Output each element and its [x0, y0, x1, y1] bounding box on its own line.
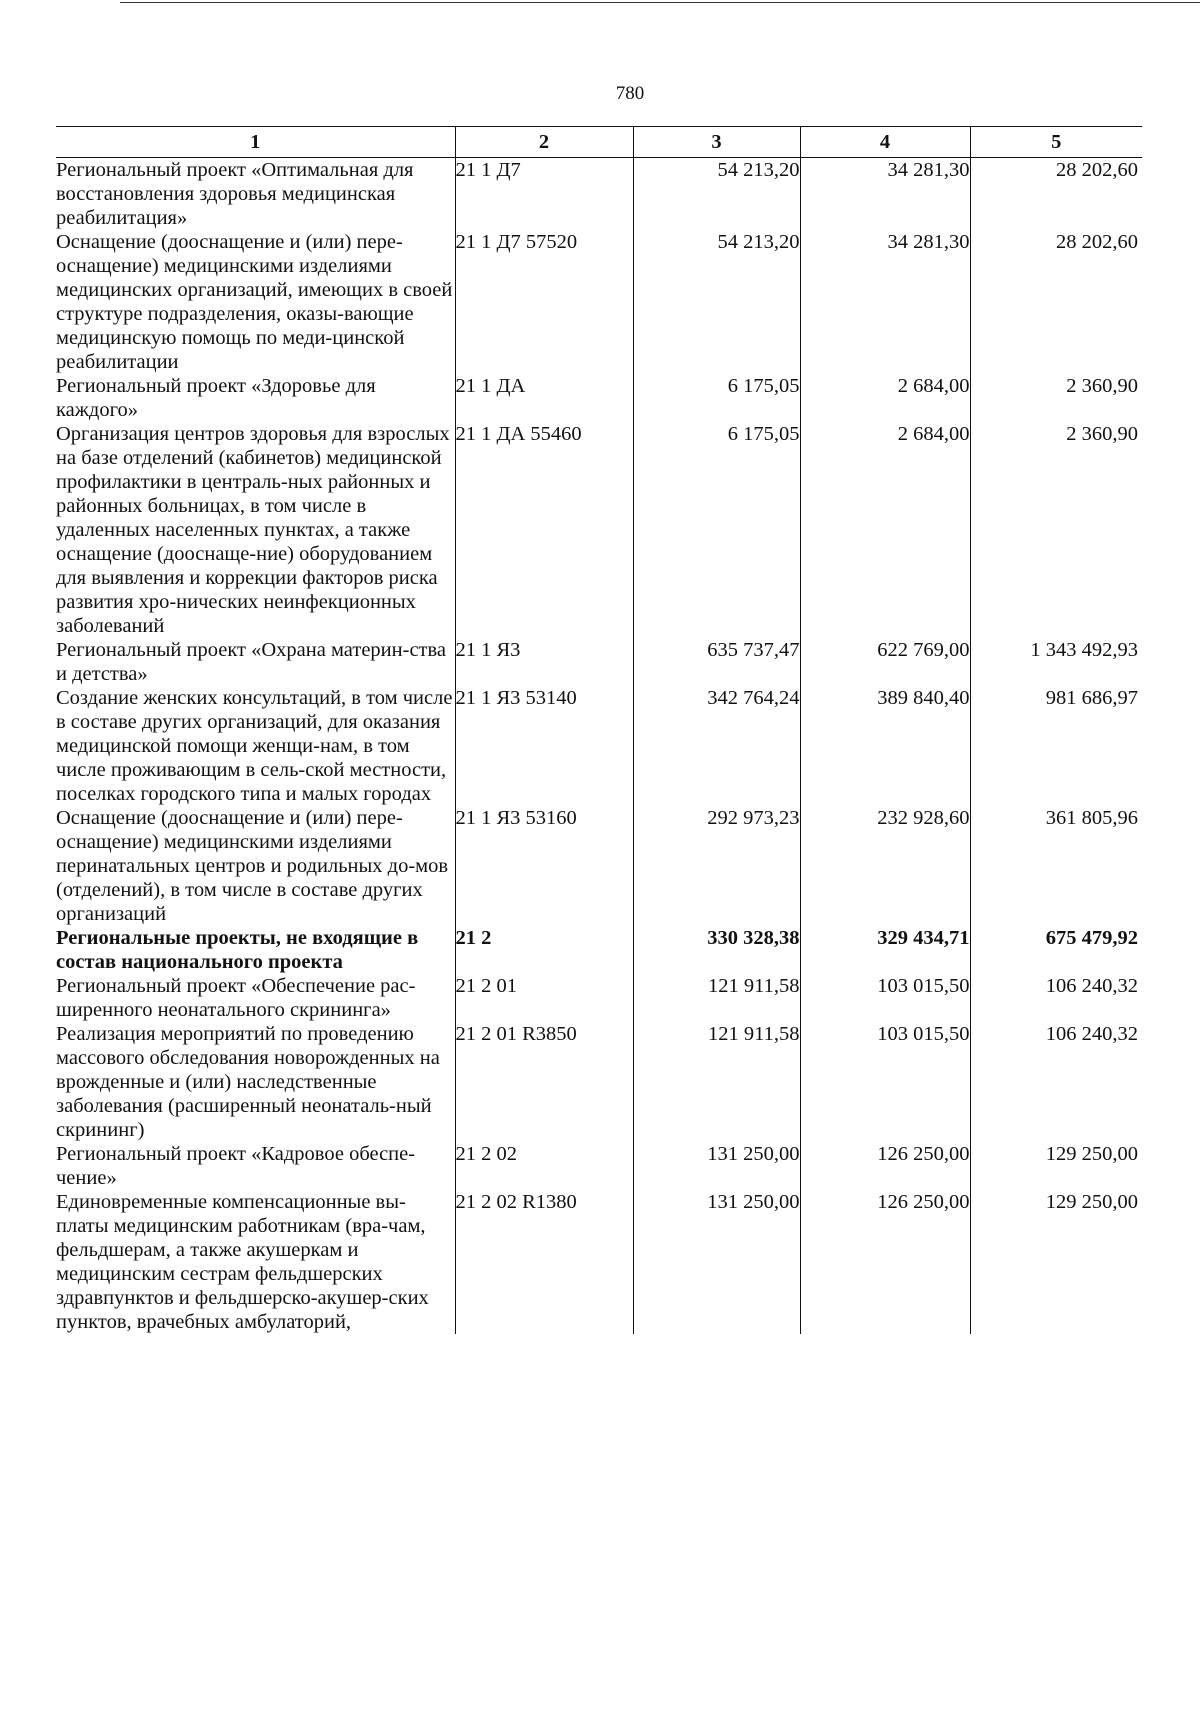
row-value-col3-cell: 6 175,05	[633, 374, 800, 422]
table-header-row	[56, 127, 1142, 158]
row-code-cell: 21 1 Д7 57520	[455, 230, 633, 374]
row-name-cell: Региональный проект «Оптимальная для восстановления здоровья медицинская реабилитация»	[56, 159, 414, 229]
row-value-col5-cell: 28 202,60	[970, 158, 1142, 231]
row-code-cell: 21 2 01 R3850	[455, 1022, 633, 1142]
row-value-col4-cell: 622 769,00	[800, 638, 970, 686]
row-value-col5-cell: 129 250,00	[970, 1190, 1142, 1334]
row-value-col3-cell: 121 911,58	[633, 974, 800, 1022]
row-value-col4-cell: 34 281,30	[800, 158, 970, 231]
row-name-cell: Создание женских консультаций, в том числе в составе других организаций, для оказания медицинской помощи женщи-нам, в том числе проживающим в сель-ской местности, поселках городского типа и малых городах	[56, 687, 453, 805]
row-value-col3-cell: 342 764,24	[633, 686, 800, 806]
row-name-cell: Оснащение (дооснащение и (или) пере-оснащение) медицинскими изделиями медицинских организаций, имеющих в своей структуре подразделения, оказы-вающие медицинскую помощь по меди-цинской реабилитации	[56, 231, 453, 373]
row-value-col3-cell: 6 175,05	[633, 422, 800, 638]
table-row	[56, 1022, 1142, 1142]
table-row	[56, 230, 1142, 374]
table-row	[56, 806, 1142, 926]
table-row	[56, 158, 1142, 231]
row-code-cell: 21 2	[455, 926, 633, 974]
row-name-cell: Оснащение (дооснащение и (или) пере-оснащение) медицинскими изделиями перинатальных центров и родильных до-мов (отделений), в том числе в составе других организаций	[56, 807, 449, 925]
row-name-cell: Региональный проект «Обеспечение рас-ширенного неонатального скрининга»	[56, 975, 416, 1021]
row-value-col3-cell: 121 911,58	[633, 1022, 800, 1142]
row-value-col5-cell: 106 240,32	[970, 1022, 1142, 1142]
table-row	[56, 974, 1142, 1022]
table-row	[56, 638, 1142, 686]
row-value-col5-cell: 106 240,32	[970, 974, 1142, 1022]
row-value-col3-cell: 330 328,38	[633, 926, 800, 974]
column-header-5: 5	[970, 127, 1142, 158]
row-name-cell: Региональные проекты, не входящие в состав национального проекта	[56, 927, 419, 973]
column-header-2: 2	[455, 127, 633, 158]
row-value-col5-cell: 129 250,00	[970, 1142, 1142, 1190]
row-name-cell: Реализация мероприятий по проведению массового обследования новорожденных на врожденные и (или) наследственные заболевания (расширенный неонаталь-ный скрининг)	[56, 1023, 440, 1141]
row-value-col4-cell: 329 434,71	[800, 926, 970, 974]
row-code-cell: 21 1 ДА	[455, 374, 633, 422]
row-value-col5-cell: 28 202,60	[970, 230, 1142, 374]
table-row	[56, 686, 1142, 806]
row-name-cell: Единовременные компенсационные вы-платы медицинским работникам (вра-чам, фельдшерам, а также акушеркам и медицинским сестрам фельдшерских здравпунктов и фельдшерско-акушер-ских пунктов, врачебных амбулаторий,	[56, 1191, 429, 1333]
row-value-col4-cell: 2 684,00	[800, 422, 970, 638]
row-name-cell: Региональный проект «Здоровье для каждого»	[56, 375, 376, 421]
column-header-1: 1	[56, 127, 455, 158]
row-value-col5-cell: 2 360,90	[970, 374, 1142, 422]
row-code-cell: 21 1 Д7	[455, 158, 633, 231]
row-value-col3-cell: 54 213,20	[633, 158, 800, 231]
row-code-cell: 21 1 Я3 53140	[455, 686, 633, 806]
row-code-cell: 21 1 Я3	[455, 638, 633, 686]
row-value-col5-cell: 1 343 492,93	[970, 638, 1142, 686]
row-value-col3-cell: 54 213,20	[633, 230, 800, 374]
row-value-col4-cell: 2 684,00	[800, 374, 970, 422]
row-value-col4-cell: 126 250,00	[800, 1142, 970, 1190]
row-value-col4-cell: 34 281,30	[800, 230, 970, 374]
row-code-cell: 21 2 02	[455, 1142, 633, 1190]
top-edge-rule	[120, 2, 1200, 3]
row-value-col4-cell: 103 015,50	[800, 1022, 970, 1142]
row-value-col3-cell: 131 250,00	[633, 1142, 800, 1190]
row-value-col5-cell: 675 479,92	[970, 926, 1142, 974]
row-name-cell: Организация центров здоровья для взрослых на базе отделений (кабинетов) медицинской профилактики в централь-ных районных и районных больницах, в том числе в удаленных населенных пунктах, а также оснащение (дооснаще-ние) оборудованием для выявления и коррекции факторов риска развития хро-нических неинфекционных заболеваний	[56, 423, 450, 637]
row-value-col5-cell: 981 686,97	[970, 686, 1142, 806]
row-name-cell: Региональный проект «Кадровое обеспе-чение»	[56, 1143, 416, 1189]
row-code-cell: 21 1 ДА 55460	[455, 422, 633, 638]
row-value-col4-cell: 232 928,60	[800, 806, 970, 926]
row-value-col4-cell: 103 015,50	[800, 974, 970, 1022]
table-row	[56, 1142, 1142, 1190]
row-value-col3-cell: 292 973,23	[633, 806, 800, 926]
column-header-3: 3	[633, 127, 800, 158]
column-header-4: 4	[800, 127, 970, 158]
table-row	[56, 926, 1142, 974]
table-row	[56, 422, 1142, 638]
budget-table	[56, 126, 1142, 1334]
row-code-cell: 21 2 01	[455, 974, 633, 1022]
row-code-cell: 21 2 02 R1380	[455, 1190, 633, 1334]
page-number: 780	[615, 83, 645, 104]
row-value-col4-cell: 126 250,00	[800, 1190, 970, 1334]
table-body	[56, 158, 1142, 1335]
row-value-col4-cell: 389 840,40	[800, 686, 970, 806]
row-code-cell: 21 1 Я3 53160	[455, 806, 633, 926]
row-value-col5-cell: 2 360,90	[970, 422, 1142, 638]
row-value-col3-cell: 131 250,00	[633, 1190, 800, 1334]
table-row	[56, 1190, 1142, 1334]
row-name-cell: Региональный проект «Охрана материн-ства и детства»	[56, 639, 447, 685]
row-value-col3-cell: 635 737,47	[633, 638, 800, 686]
row-value-col5-cell: 361 805,96	[970, 806, 1142, 926]
table-row	[56, 374, 1142, 422]
